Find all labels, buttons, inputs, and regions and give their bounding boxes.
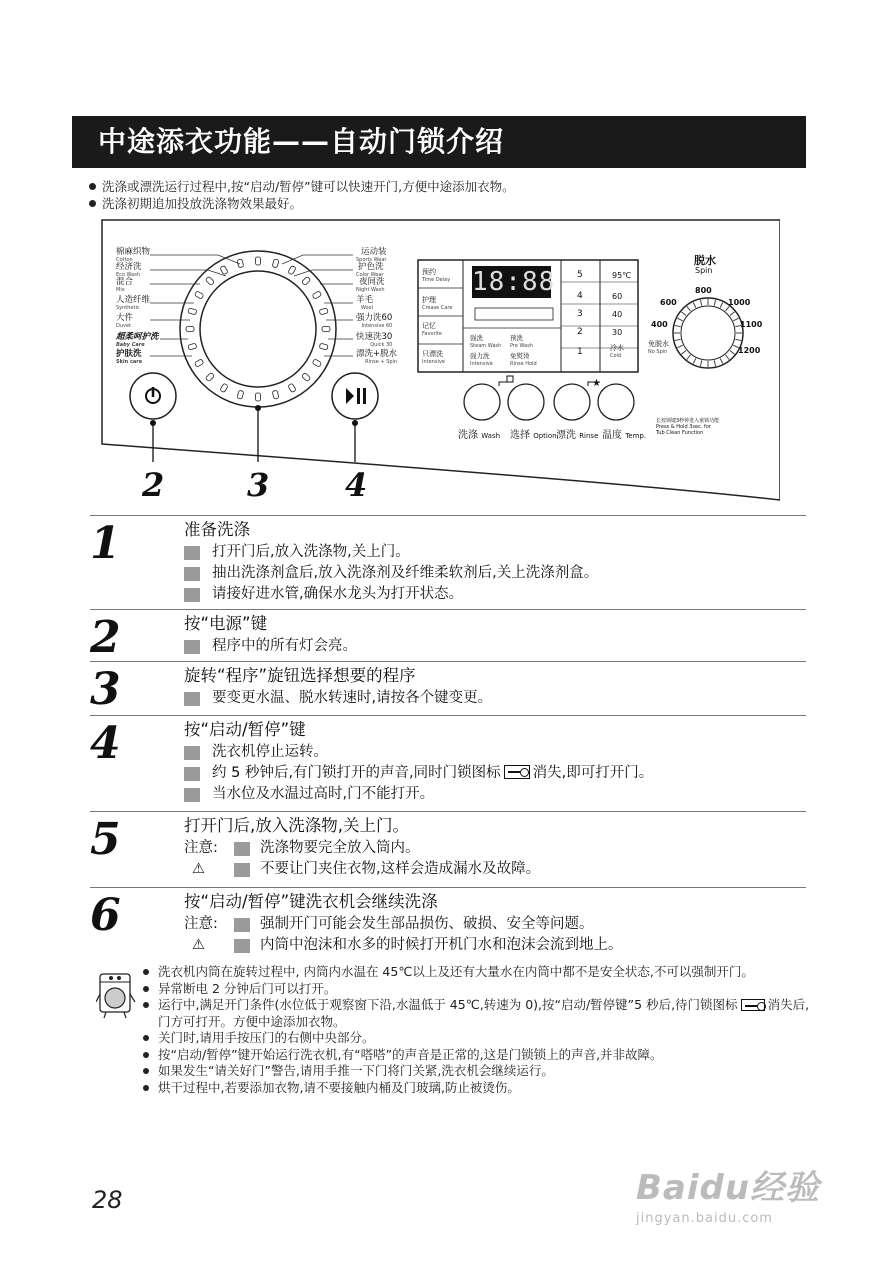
level-1: 1 xyxy=(577,347,583,357)
intro-list xyxy=(88,178,515,212)
level-4: 4 xyxy=(577,291,583,301)
program-sports-wear: 运动装 Sports Wear xyxy=(356,247,387,263)
step-line: 请接好进水管,确保水龙头为打开状态。 xyxy=(184,584,806,605)
door-lock-icon xyxy=(504,765,530,779)
dial-tick xyxy=(256,257,261,265)
step-4 xyxy=(90,715,806,811)
program-quick-30: 快速洗30 Quick 30 xyxy=(356,332,393,348)
spin-title-en: Spin xyxy=(695,266,713,275)
step-1 xyxy=(90,515,806,609)
page-number: 28 xyxy=(92,1186,123,1214)
intro-item: 洗涤初期追加投放洗涤物效果最好。 xyxy=(88,195,515,212)
callout-4: 4 xyxy=(345,466,368,504)
step-number: 2 xyxy=(90,612,121,663)
option-pre-wash: 预洗 Pre Wash xyxy=(510,334,534,349)
step-line: 程序中的所有灯会亮。 xyxy=(184,636,806,657)
step-line: 打开门后,放入洗涤物,关上门。 xyxy=(184,542,806,563)
temp-60: 60 xyxy=(612,292,623,301)
watermark xyxy=(636,1160,820,1226)
side-button-crease-care: 护理 Crease Care xyxy=(422,296,453,311)
steps-list xyxy=(90,515,806,967)
level-5: 5 xyxy=(577,270,583,280)
note-item: 如果发生“请关好门”警告,请用手推一下门将门关紧,洗衣机会继续运行。 xyxy=(140,1063,810,1080)
callout-2: 2 xyxy=(142,466,165,504)
note-item: 按“启动/暂停”键开始运行洗衣机,有“嗒嗒”的声音是正常的,这是门锁锁上的声音,并非故障。 xyxy=(140,1047,810,1064)
step-number: 6 xyxy=(90,890,121,941)
start-pause-button xyxy=(332,373,378,419)
program-color-wear: 护色洗 Color Wear xyxy=(356,262,384,278)
program-cotton: 棉麻织物 Cotton xyxy=(116,247,151,263)
step-note: 注意: 洗涤物要完全放入筒内。 xyxy=(184,840,420,856)
temp-button xyxy=(598,384,634,420)
washer-mascot-icon xyxy=(96,968,136,1020)
temp-40: 40 xyxy=(612,310,623,319)
temp-cold: 冷水 Cold xyxy=(610,344,624,359)
step-title: 按“启动/暂停”键 xyxy=(184,720,306,739)
step-note: ⚠ 不要让门夹住衣物,这样会造成漏水及故障。 xyxy=(184,859,806,880)
program-eco-wash: 经济洗 Eco Wash xyxy=(116,262,142,278)
step-number: 3 xyxy=(90,664,121,715)
step-line: 要变更水温、脱水转速时,请按各个键变更。 xyxy=(184,688,806,709)
level-2: 2 xyxy=(577,327,583,337)
intro-item: 洗涤或漂洗运行过程中,按“启动/暂停”键可以快速开门,方便中途添加衣物。 xyxy=(88,178,515,195)
program-rinse-spin: 漂洗+脱水 Rinse + Spin xyxy=(356,349,398,365)
option-rinse-hold: 免熨烫 Rinse Hold xyxy=(510,352,537,367)
step-6 xyxy=(90,887,806,967)
warning-icon: ⚠ xyxy=(192,937,205,953)
step-line: 约 5 秒钟后,有门锁打开的声音,同时门锁图标 消失,即可打开门。 xyxy=(184,763,806,784)
step-line: 抽出洗涤剂盒后,放入洗涤剂及纤维柔软剂后,关上洗涤剂盒。 xyxy=(184,563,806,584)
note-item: 洗衣机内筒在旋转过程中, 内筒内水温在 45℃以上及还有大量水在内筒中都不是安全状态,不可以强制开门。 xyxy=(140,964,810,981)
wash-label: 洗涤 Wash xyxy=(458,430,501,441)
spin-1000: 1000 xyxy=(728,298,751,307)
step-note: ⚠ 内筒中泡沫和水多的时候打开机门水和泡沫会流到地上。 xyxy=(184,935,806,956)
side-button-rinse-only: 只漂洗 Intensive xyxy=(422,350,445,365)
temp-95: 95℃ xyxy=(612,271,632,280)
step-number: 4 xyxy=(90,718,121,769)
spin-1200: 1200 xyxy=(738,346,761,355)
watermark-url: jingyan.baidu.com xyxy=(636,1211,773,1226)
side-button-favorite: 记忆 Favorite xyxy=(422,322,442,337)
spin-no-spin: 免脱水 No Spin xyxy=(648,340,669,355)
program-duvet: 大件 Duvet xyxy=(116,313,134,329)
step-5 xyxy=(90,811,806,887)
option-steam: 强洗 Steam Wash xyxy=(470,334,502,349)
spin-400: 400 xyxy=(651,320,668,329)
svg-text:★: ★ xyxy=(592,378,601,389)
program-mix: 混合 Mix xyxy=(116,277,134,293)
program-wool: 羊毛 Wool xyxy=(356,295,374,311)
watermark-brand: Baidu经验 xyxy=(636,1168,821,1208)
tub-clean-note: 长按锁键3秒钟进入童锁功能 Press & Hold 3sec. for Tub Clean Function xyxy=(656,418,720,436)
step-line: 洗衣机停止运转。 xyxy=(184,742,806,763)
side-button-time-delay: 预约 Time Delay xyxy=(422,268,451,283)
temp-30: 30 xyxy=(612,328,623,337)
callout-3: 3 xyxy=(247,466,270,504)
spin-title: 脱水 xyxy=(694,254,716,267)
rinse-button xyxy=(554,384,590,420)
option-intensive: 强力洗 Intensive xyxy=(470,352,493,367)
step-2 xyxy=(90,609,806,661)
lcd-display: 18:88 xyxy=(472,267,556,297)
level-3: 3 xyxy=(577,309,583,319)
temp-label: 温度 Temp. xyxy=(602,430,647,441)
control-panel-illustration xyxy=(98,216,780,506)
dial-tick xyxy=(256,393,261,401)
spin-800: 800 xyxy=(695,286,712,295)
program-synthetic: 人造纤维 Synthetic xyxy=(116,295,151,311)
dial-tick xyxy=(186,327,194,332)
dial-tick xyxy=(322,327,330,332)
step-line: 当水位及水温过高时,门不能打开。 xyxy=(184,784,806,805)
step-number: 5 xyxy=(90,814,121,865)
step-title: 旋转“程序”旋钮选择想要的程序 xyxy=(184,666,416,685)
rinse-label: 漂洗 Rinse xyxy=(556,430,599,441)
spin-1100: 1100 xyxy=(740,320,763,329)
spin-600: 600 xyxy=(660,298,677,307)
program-baby-care: 超柔呵护洗 Baby Care xyxy=(116,332,159,348)
page-title: 中途添衣功能——自动门锁介绍 xyxy=(72,116,806,168)
step-number: 1 xyxy=(90,518,121,569)
option-button xyxy=(508,384,544,420)
bottom-notes xyxy=(140,964,810,1096)
note-item: 异常断电 2 分钟后门可以打开。 xyxy=(140,981,810,998)
door-lock-icon xyxy=(741,999,765,1011)
step-title: 准备洗涤 xyxy=(184,520,250,539)
wash-button xyxy=(464,384,500,420)
note-item: 烘干过程中,若要添加衣物,请不要接触内桶及门玻璃,防止被烫伤。 xyxy=(140,1080,810,1097)
step-note: 注意: 强制开门可能会发生部品损伤、破损、安全等问题。 xyxy=(184,916,594,932)
step-title: 打开门后,放入洗涤物,关上门。 xyxy=(184,816,409,835)
program-night-wash: 夜间洗 Night Wash xyxy=(356,277,385,293)
program-skin-care: 护肤洗 Skin care xyxy=(116,349,143,365)
note-item: 关门时,请用手按压门的右侧中央部分。 xyxy=(140,1030,810,1047)
step-title: 按“启动/暂停”键洗衣机会继续洗涤 xyxy=(184,892,438,911)
note-item: 运行中,满足开门条件(水位低于观察窗下沿,水温低于 45℃,转速为 0),按“启动/暂停键”5 秒后,待门锁图标 消失后,门方可打开。方便中途添加衣物。 xyxy=(140,997,810,1030)
program-intensive-60: 强力洗60 Intensive 60 xyxy=(356,313,393,329)
warning-icon: ⚠ xyxy=(192,861,205,877)
step-title: 按“电源”键 xyxy=(184,614,268,633)
step-3 xyxy=(90,661,806,715)
option-label: 选择 Option xyxy=(510,430,557,441)
program-dial-knob xyxy=(200,271,316,387)
